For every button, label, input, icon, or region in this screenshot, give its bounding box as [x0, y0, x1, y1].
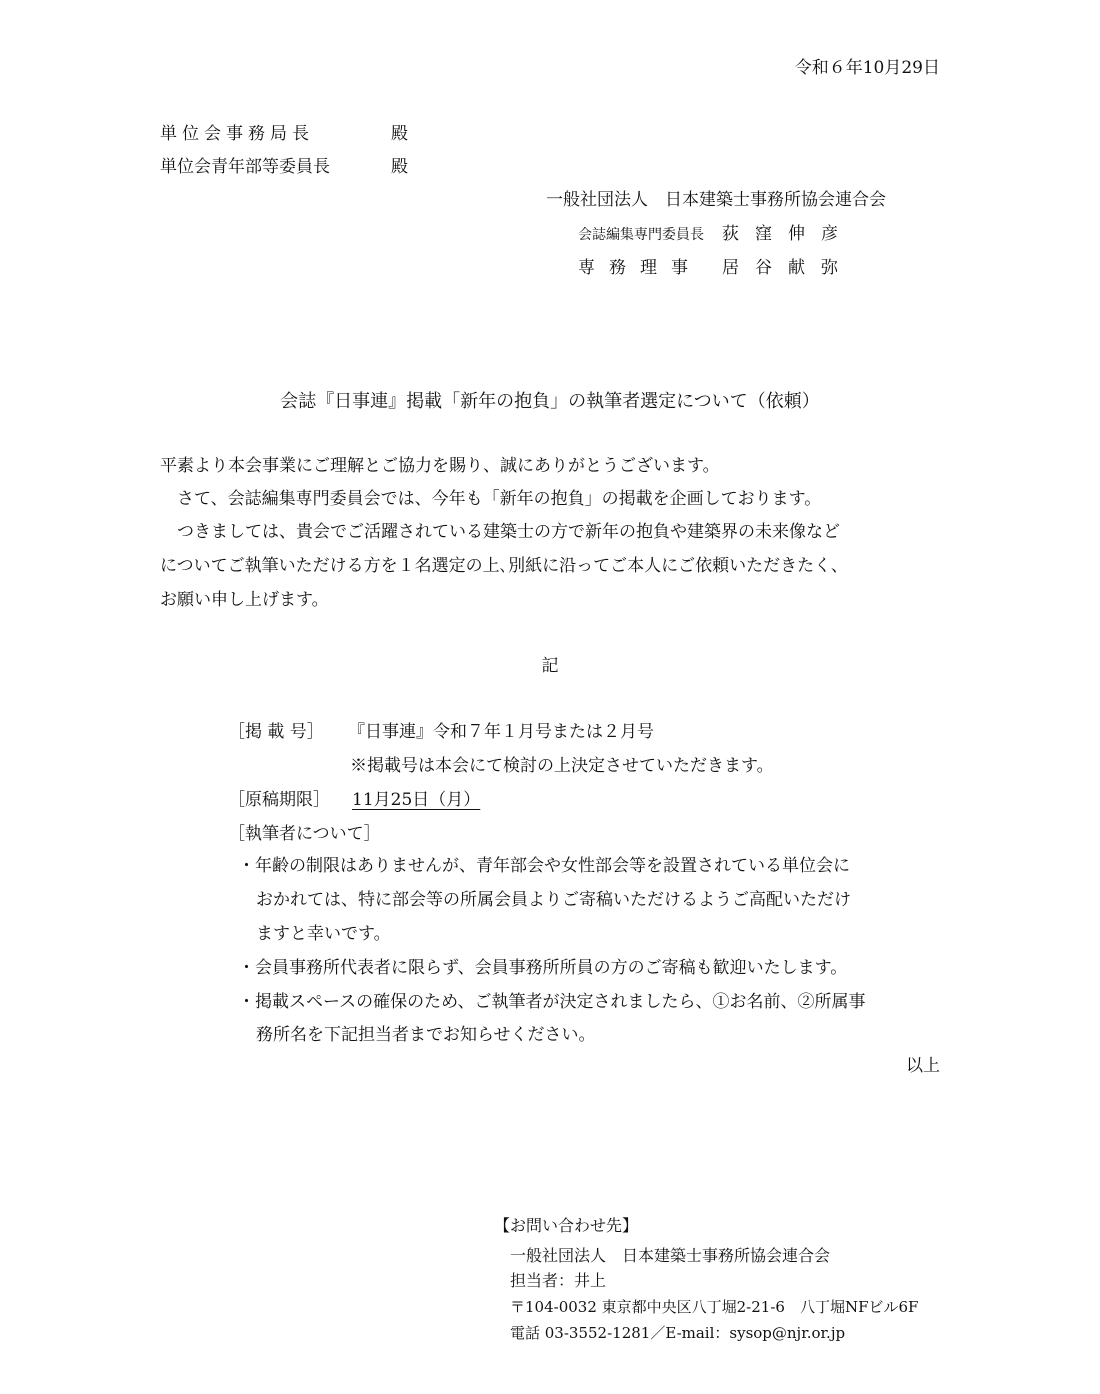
- ki-heading: 記: [541, 656, 559, 676]
- bullet-1-line-1: ・年齢の制限はありませんが、青年部会や女性部会等を設置されている単位会に: [238, 856, 850, 876]
- bullet-1-line-2: おかれては、特に部会等の所属会員よりご寄稿いただけるようご高配いただけ: [256, 890, 851, 910]
- bullet-2-line-1: ・会員事務所代表者に限らず、会員事務所所員の方のご寄稿も歓迎いたします。: [238, 958, 848, 978]
- bullet-1-line-3: ますと幸いです。: [256, 924, 391, 944]
- sender-organization: 一般社団法人 日本建築士事務所協会連合会: [546, 190, 886, 210]
- writer-label: ［執筆者について］: [228, 824, 381, 844]
- issue-value: 『日事連』令和７年１月号または２月号: [348, 722, 654, 742]
- contact-address: 〒104-0032 東京都中央区八丁堀2-21-6 八丁堀NFビル6F: [510, 1298, 919, 1316]
- contact-organization: 一般社団法人 日本建築士事務所協会連合会: [510, 1246, 831, 1265]
- body-line-5: お願い申し上げます。: [160, 590, 329, 610]
- sender-person1-title: 会誌編集専門委員長: [578, 227, 704, 243]
- document-subject: 会誌『日事連』掲載「新年の抱負」の執筆者選定について（依頼）: [280, 391, 820, 412]
- sender-person2-name: 居谷献弥: [722, 258, 854, 278]
- issue-note: ※掲載号は本会にて検討の上決定させていただきます。: [350, 756, 774, 776]
- contact-person: 担当者：井上: [510, 1271, 607, 1290]
- deadline-label: ［原稿期限］: [228, 790, 330, 810]
- closing-text: 以上: [906, 1056, 940, 1076]
- bullet-3-line-1: ・掲載スペースの確保のため、ご執筆者が決定されましたら、①お名前、②所属事: [238, 992, 866, 1012]
- body-line-3: つきましては、貴会でご活躍されている建築士の方で新年の抱負や建築界の未来像など: [160, 522, 840, 542]
- body-line-4: についてご執筆いただける方を１名選定の上､別紙に沿ってご本人にご依頼いただきたく、: [160, 556, 848, 576]
- addressee-2-title: 単位会青年部等委員長: [160, 157, 330, 177]
- sender-person2-title: 専務理事: [578, 258, 702, 278]
- addressee-2-honorific: 殿: [391, 157, 408, 177]
- bullet-3-line-2: 務所名を下記担当者までお知らせください。: [256, 1025, 596, 1045]
- addressee-1-title: 単位会事務局長: [160, 124, 314, 144]
- addressee-1-honorific: 殿: [391, 124, 408, 144]
- body-line-1: 平素より本会事業にご理解とご協力を賜り、誠にありがとうございます。: [160, 456, 720, 476]
- issue-label: ［掲 載 号］: [228, 722, 324, 742]
- deadline-value: 11月25日（月）: [352, 790, 481, 810]
- contact-phone: 電話 03-3552-1281／E-mail：sysop@njr.or.jp: [510, 1324, 846, 1342]
- document-date: 令和６年10月29日: [794, 58, 940, 78]
- sender-person1-name: 荻窪伸彦: [722, 224, 854, 244]
- body-line-2: さて、会誌編集専門委員会では、今年も「新年の抱負」の掲載を企画しております。: [160, 489, 822, 509]
- contact-heading: 【お問い合わせ先】: [494, 1216, 639, 1235]
